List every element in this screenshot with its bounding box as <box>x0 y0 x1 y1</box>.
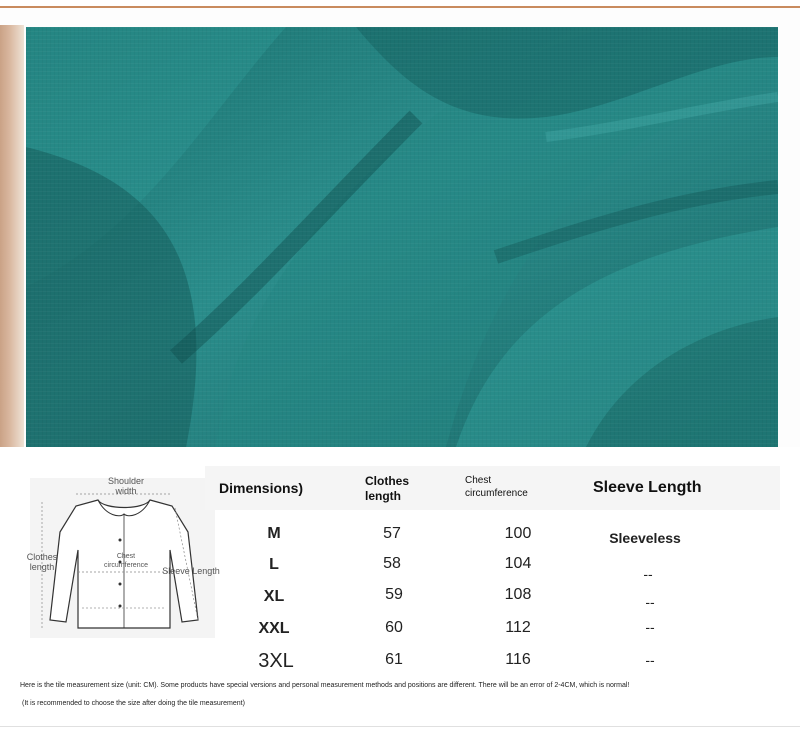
header-chest-circumference: Chest circumference <box>465 475 528 499</box>
length-cell: 59 <box>385 586 403 603</box>
bottom-divider <box>0 726 800 727</box>
header-dimensions: Dimensions) <box>219 480 304 496</box>
top-divider <box>0 0 800 8</box>
sleeve-cell: -- <box>645 619 655 635</box>
size-cell: L <box>269 556 279 573</box>
garment-diagram <box>20 470 225 640</box>
size-table-header <box>205 466 780 510</box>
chest-circumference-label: Chest circumference <box>104 553 148 569</box>
length-cell: 58 <box>383 555 401 572</box>
recommendation-note: (It is recommended to choose the size after doing the tile measurement) <box>22 700 245 707</box>
clothes-length-label: Clothes length <box>26 552 58 572</box>
header-clothes-length: Clothes length <box>365 474 410 503</box>
chest-cell: 108 <box>504 586 532 603</box>
length-cell: 57 <box>383 525 401 542</box>
fabric-photo <box>26 27 778 447</box>
measurement-note: Here is the tile measurement size (unit: CM). Some products have special versions and personal measurement methods and positions are different. There will be an error of 2-4CM, which is normal! <box>20 682 630 689</box>
sleeve-length-label: Sleeve Length <box>162 566 220 576</box>
chest-cell: 112 <box>505 619 531 636</box>
chest-cell: 116 <box>505 651 531 668</box>
size-cell: M <box>267 525 281 542</box>
chest-cell: 104 <box>504 555 532 572</box>
shoulder-width-label: Shoulder width <box>107 476 145 496</box>
header-sleeve-length: Sleeve Length <box>593 479 702 496</box>
sleeve-cell: -- <box>645 652 655 668</box>
sleeve-cell: Sleeveless <box>609 530 681 546</box>
length-cell: 61 <box>385 651 403 668</box>
size-cell: 3XL <box>258 650 294 672</box>
length-cell: 60 <box>385 619 403 636</box>
size-cell: XXL <box>258 620 290 637</box>
side-decor-strip <box>0 25 24 447</box>
sleeve-cell: -- <box>645 594 655 610</box>
sleeve-cell: -- <box>643 566 653 582</box>
fabric-texture-image <box>26 27 778 447</box>
chest-cell: 100 <box>504 525 532 542</box>
size-cell: XL <box>263 588 285 605</box>
